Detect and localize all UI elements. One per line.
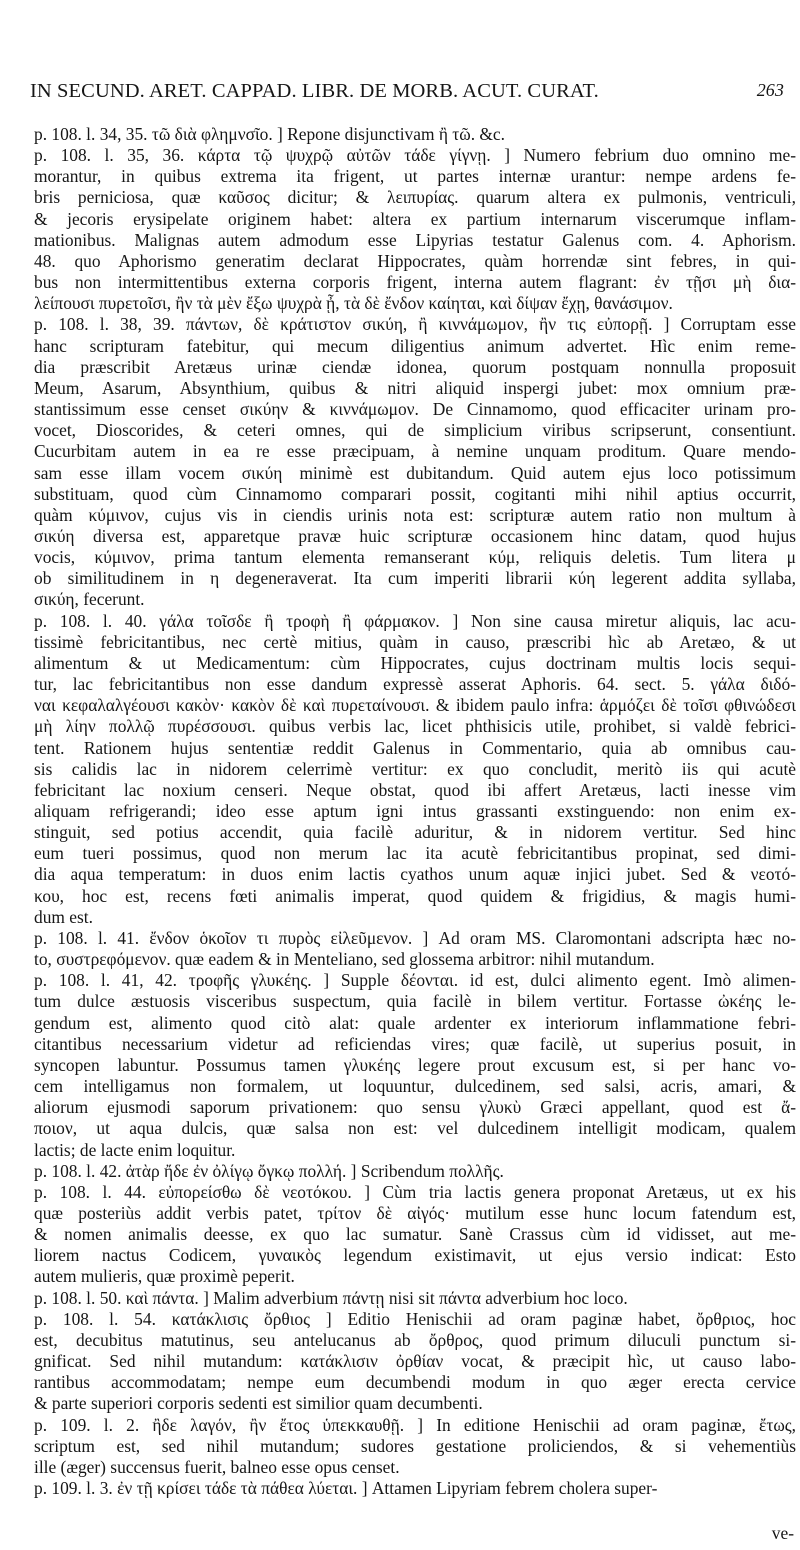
text-line: Meum, Asarum, Absynthium, quibus & nitri aliquid inspergi jubet: mox omnium præ-: [34, 377, 796, 398]
text-line: dia aqua temperatum: in duos enim lactis cyathos unum aquæ injici jubet. Sed & νεοτό-: [34, 864, 796, 885]
text-line: alimentum & ut Medicamentum: cùm Hippocrates, cujus doctrinam multis locis sequi-: [34, 652, 796, 673]
text-line: aliorum ejusmodi saporum privationem: quo sensu γλυκὺ Græci appellant, quod est ἄ-: [34, 1097, 796, 1118]
paragraph: [34, 1161, 796, 1182]
text-line: substituam, quod cùm Cinnamomo comparari possit, cogitanti mihi nihil aptius occurrit,: [34, 483, 796, 504]
text-line: p. 108. l. 42. ἀτὰρ ἤδε ἐν ὀλίγῳ ὄγκῳ πολλή. ] Scribendum πολλῆς.: [34, 1160, 504, 1181]
text-line: bris perniciosa, quæ καῦσος dicitur; & λειπυρίας. quarum altera ex pulmonis, ventriculi,: [34, 187, 796, 208]
paragraph: [34, 1415, 796, 1478]
text-line: σικύη, fecerunt.: [34, 589, 145, 610]
text-line: p. 108. l. 35, 36. κάρτα τῷ ψυχρῷ αὐτῶν τάδε γίγνῃ. ] Numero febrium duo omnino me-: [34, 145, 796, 166]
paragraph: [34, 1288, 796, 1309]
text-line: tum dulce æstuosis visceribus suspectum, quia facilè in bilem vertitur. Fortasse ὠκέης le-: [34, 991, 796, 1012]
text-line: σικύη diversa est, apparetque pravæ huic scripturæ occasionem hinc datam, quod hujus: [34, 525, 796, 546]
text-line: quàm κύμινον, cujus vis in ciendis urinis nota est: scripturæ autem ratio non multum à: [34, 504, 796, 525]
catchword: ve-: [771, 1523, 794, 1543]
text-line: bus non intermittentibus externa corporis frigent, interna autem flagrant: ἐν τῇσι μὴ δια-: [34, 272, 796, 293]
text-line: p. 108. l. 34, 35. τῶ διὰ φλημνσῖο. ] Repone disjunctivam ἢ τῶ. &c.: [34, 124, 505, 144]
text-line: tissimè febricitantibus, nec certè mitius, quàm in causo, præscribi hìc ab Aretæo, & ut: [34, 631, 796, 652]
running-header: [30, 80, 790, 103]
text-line: gnificat. Sed nihil mutandum: κατάκλισιν ὀρθίαν vocat, & præcipit hìc, ut causo labo-: [34, 1351, 796, 1372]
text-line: ποιον, ut aqua dulcis, quæ salsa non est: vel dulcedinem intelligit modicam, qualem: [34, 1118, 796, 1139]
paragraph: [34, 928, 796, 970]
text-line: aliquam refrigerandi; ideo esse aptum igni intus grassanti exstinguendo: non enim ex-: [34, 801, 796, 821]
paragraph: [34, 124, 796, 145]
text-line: sis calidis lac in nidorem celerrimè vertitur: ex quo concludit, meritò iis qui acutè: [34, 758, 796, 779]
text-line: Cucurbitam autem in ea re esse præcipuam, à nemine unquam proditum. Quare mendo-: [34, 441, 796, 462]
text-line: morantur, in quibus extrema ita frigent, ut partes internæ urantur: nempe ardens fe-: [34, 166, 796, 187]
paragraph: [34, 1309, 796, 1415]
text-line: dum est.: [34, 906, 93, 927]
text-line: p. 108. l. 41. ἔνδον ὁκοῖον τι πυρὸς εἰλεῦμενον. ] Ad oram MS. Claromontani adscripta hæc no-: [34, 927, 796, 948]
text-line: cem intelligamus non formalem, ut loquuntur, dulcedinem, sed salsi, acris, amari, &: [34, 1076, 796, 1097]
text-line: est, decubitus matutinus, seu antelucanus ab ὄρθρος, quod primum diluculi punctum si-: [34, 1329, 796, 1350]
text-line: μὴ λίην πολλῷ πυρέσσουσι. quibus verbis lac, licet phthisicis utile, prohibet, si valdè febrici-: [34, 716, 796, 737]
text-line: sam esse illam vocem σικύη minimè est dubitandum. Quid autem ejus loco potissimum: [34, 462, 796, 483]
text-line: & nomen animalis deesse, ex quo lac sumatur. Sanè Crassus cùm id vidisset, aut me-: [34, 1224, 796, 1245]
text-line: tent. Rationem hujus sententiæ reddit Galenus in Commentario, quia ab omnibus cau-: [34, 737, 796, 758]
text-line: vocet, Dioscorides, & ceteri omnes, qui de simplicium viribus scripserunt, consentiunt.: [34, 420, 796, 441]
text-line: to, συστρεφόμενον. quæ eadem & in Menteliano, sed glossema arbitror: nihil mutandum.: [34, 949, 655, 970]
text-line: syncopen labuntur. Possumus tamen γλυκέης legere prout excusum est, si per hanc vo-: [34, 1054, 796, 1075]
paragraph: [34, 145, 796, 314]
text-line: & jecoris erysipelate originem habet: altera ex partium internarum viscerumque inflam-: [34, 208, 796, 229]
paragraph: [34, 970, 796, 1160]
text-line: autem mulieris, quæ proximè peperit.: [34, 1266, 295, 1287]
text-line: & parte superiori corporis sedenti est similior quam decumbenti.: [34, 1393, 483, 1414]
text-line: 48. quo Aphorismo generatim declarat Hippocrates, quàm horrendæ sint febres, in qui-: [34, 250, 796, 271]
text-line: mationibus. Malignas autem admodum esse Lipyrias testatur Galenus com. 4. Aphorism.: [34, 229, 796, 250]
text-line: p. 109. l. 2. ἢδε λαγόν, ἢν ἔτος ὑπεκκαυθῇ. ] In editione Henischii ad oram paginæ, ἔτως,: [34, 1414, 796, 1435]
text-line: p. 108. l. 50. καὶ πάντα. ] Malim adverbium πάντῃ nisi sit πάντα adverbium hoc loco.: [34, 1287, 628, 1308]
text-line: p. 109. l. 3. ἐν τῇ κρίσει τάδε τὰ πάθεα λύεται. ] Attamen Lipyriam febrem cholera super-: [34, 1478, 658, 1498]
text-line: febricitant lac noxium censeri. Neque obstat, quod ibi affert Aretæus, lacti inesse vim: [34, 779, 796, 800]
text-line: λείπουσι πυρετοῖσι, ἢν τὰ μὲν ἔξω ψυχρὰ ᾖ, τὰ δὲ ἔνδον καίηται, καὶ δίψαν ἔχῃ, θανάσιμον.: [34, 293, 673, 314]
text-line: p. 108. l. 38, 39. πάντων, δὲ κράτιστον σικύη, ἢ κιννάμωμον, ἢν τις εὐπορῇ. ] Corruptam esse: [34, 314, 796, 335]
text-line: dia præscribit Aretæus urinæ ciendæ idonea, quorum postquam nonnulla proposuit: [34, 356, 796, 377]
text-line: vocis, κύμινον, prima tantum elementa remanserant κύμ, reliquis deletis. Tum litera μ: [34, 547, 796, 568]
text-line: ob similitudinem in η degeneraverat. Ita cum imperiti librarii κύη legerent addita syllaba,: [34, 568, 796, 589]
text-line: κου, hoc est, recens fœti animalis imperat, quod quidem & frigidius, & magis humi-: [34, 885, 796, 906]
text-line: quæ posteriùs addit verbis patet, τρίτον δὲ αἰγός· mutilum esse hunc locum fatendum est,: [34, 1202, 796, 1223]
text-line: stinguit, sed potius accendit, quia facilè aduritur, & in nidorem vertitur. Sed hinc: [34, 822, 796, 843]
running-title: IN SECUND. ARET. CAPPAD. LIBR. DE MORB. ACUT. CURAT.: [30, 80, 599, 102]
paragraph: [34, 611, 796, 928]
text-line: p. 108. l. 44. εὐπορείσθω δὲ νεοτόκου. ] Cùm tria lactis genera proponat Aretæus, ut ex his: [34, 1181, 796, 1202]
paragraph: [34, 1478, 796, 1499]
text-line: gendum est, alimento quod citò alat: quale ardenter ex interiorum inflammatione febri-: [34, 1012, 796, 1033]
text-body: [34, 124, 796, 1499]
text-line: liorem nactus Codicem, γυναικὸς legendum existimavit, ut ejus versio indicat: Esto: [34, 1245, 796, 1266]
text-line: tur, lac febricitantibus non esse dandum expressè asserat Aphoris. 64. sect. 5. γάλα διδό-: [34, 674, 796, 695]
page-number: 263: [756, 80, 784, 100]
text-line: eum tueri possimus, quod non merum lac ita acutè febricitantibus propinat, sed dimi-: [34, 843, 796, 864]
text-line: p. 108. l. 40. γάλα τοῖσδε ἢ τροφὴ ἢ φάρμακον. ] Non sine causa miretur aliquis, lac acu-: [34, 610, 796, 631]
paragraph: [34, 314, 796, 610]
text-line: citantibus necessarium videtur ad reficiendas vires; quæ facilè, ut superius posuit, in: [34, 1033, 796, 1054]
text-line: stantissimum esse censet σικύην & κιννάμωμον. De Cinnamomo, quod efficaciter urinam pro-: [34, 399, 796, 420]
text-line: p. 108. l. 41, 42. τροφῆς γλυκέης. ] Supple δέονται. id est, dulci alimento egent. Imò alimen-: [34, 970, 796, 991]
text-line: lactis; de lacte enim loquitur.: [34, 1139, 236, 1160]
text-line: hanc scripturam fatebitur, qui mecum diligentius animum advertet. Hìc enim reme-: [34, 335, 796, 356]
paragraph: [34, 1182, 796, 1288]
text-line: ναι κεφαλαλγέουσι κακὸν· κακὸν δὲ καὶ πυρεταίνουσι. & ibidem paulo infra: ἁρμόζει δὲ τοῖσι φθινώδεσι: [34, 695, 796, 716]
text-line: p. 108. l. 54. κατάκλισις ὄρθιος ] Editio Henischii ad oram paginæ habet, ὄρθριος, hoc: [34, 1308, 796, 1329]
text-line: ille (æger) succensus fuerit, balneo esse opus censet.: [34, 1456, 400, 1477]
text-line: rantibus accommodatam; nempe eum decumbendi modum in quo æger erecta cervice: [34, 1372, 796, 1393]
text-line: scriptum est, sed nihil mutandum; sudores gestatione proliciendos, & si vehementiùs: [34, 1435, 796, 1456]
